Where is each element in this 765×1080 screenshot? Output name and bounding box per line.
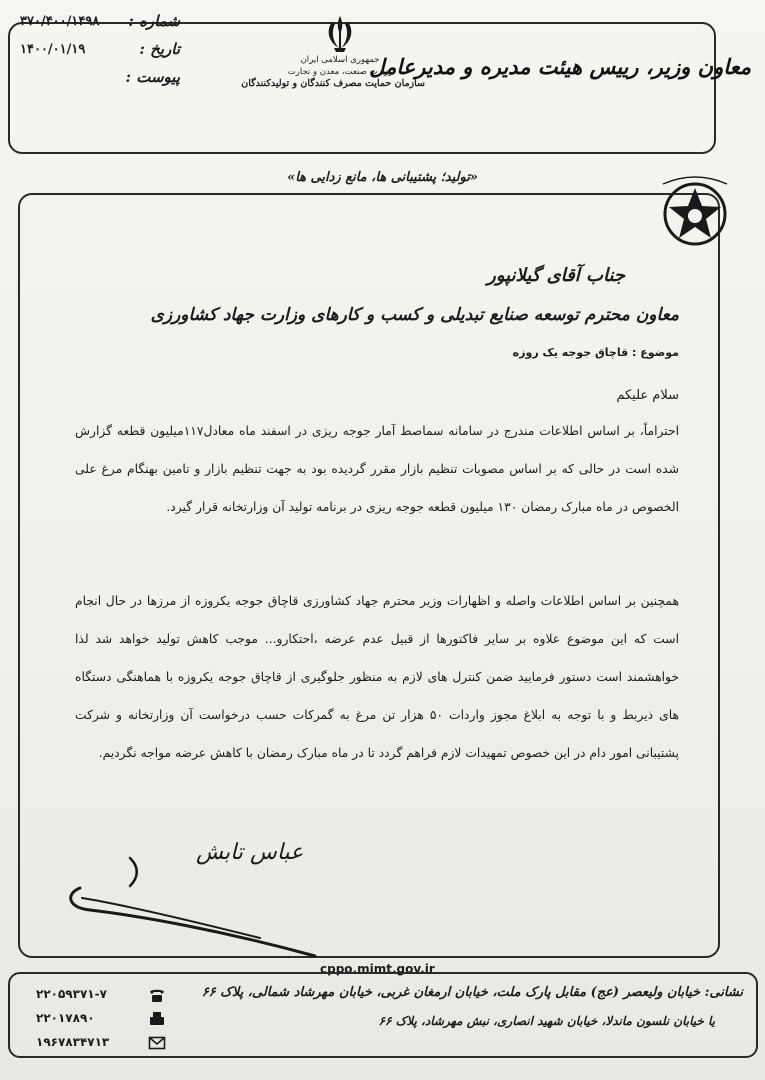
addressee-name: جناب آقای گیلانپور — [487, 265, 625, 286]
header-title: معاون وزیر، رییس هیئت مدیره و مدیرعامل — [369, 54, 751, 79]
number-row — [14, 8, 214, 36]
fax-icon — [148, 1011, 166, 1027]
paragraph-1: احتراماً، بر اساس اطلاعات مندرج در سامانه سماصط آمار جوجه ریزی در اسفند ماه معادل۱۱۷میلیون قطعه گزارش شده است در حالی که بر اساس مصوبات تنظیم بازار مقرر گردیده بود به جهت تنظیم بازار و تامین بهنگام مرغ علی الخصوص در ماه مبارک رمضان ۱۳۰ میلیون قطعه جوجه ریزی در برنامه تولید آن وزارتخانه قرار گیرد. — [75, 424, 679, 514]
date-value: ۱۴۰۰/۰۱/۱۹ — [20, 42, 86, 57]
address-line-1: نشانی: خیابان ولیعصر (عج) مقابل پارک ملت، خیابان ارمغان غربی، خیابان مهرشاد شمالی، پلاک ۶۶ — [201, 985, 743, 1000]
emblem-line-2: وزارت صنعت، معدن و تجارت — [287, 67, 393, 77]
phone-icon — [148, 987, 166, 1003]
emblem-line-1: جمهوری اسلامی ایران — [300, 55, 380, 65]
letter-greeting: سلام علیکم — [616, 388, 679, 403]
number-value: ۳۷۰/۴۰۰/۱۴۹۸ — [20, 14, 100, 29]
phone-row — [36, 985, 166, 1007]
phone-number: ۲۲۰۵۹۳۷۱-۷ — [36, 987, 107, 1001]
address-line-2: یا خیابان نلسون ماندلا، خیابان شهید انصاری، نبش مهرشاد، پلاک ۶۶ — [378, 1014, 715, 1028]
iran-emblem-icon — [322, 14, 358, 54]
postal-row — [36, 1033, 166, 1055]
emblem-block — [241, 14, 425, 124]
website: cppo.mimt.gov.ir — [320, 962, 435, 976]
addressee-title: معاون محترم توسعه صنایع تبدیلی و کسب و کارهای وزارت جهاد کشاورزی — [150, 305, 679, 325]
fax-row — [36, 1009, 166, 1031]
mail-icon — [148, 1035, 166, 1051]
postal-code: ۱۹۶۷۸۳۴۷۱۳ — [36, 1035, 110, 1049]
signature-stroke — [60, 838, 330, 958]
date-row — [14, 36, 214, 64]
attachment-row — [14, 64, 214, 92]
fax-number: ۲۲۰۱۷۸۹۰ — [36, 1011, 95, 1025]
organization-logo-icon — [649, 170, 741, 250]
slogan: «تولید؛ پشتیبانی ها، مانع زدایی ها» — [287, 170, 478, 185]
letter-subject: موضوع : قاچاق جوجه یک روزه — [512, 346, 679, 359]
number-label: شماره : — [128, 12, 180, 30]
signer-name: عباس تابش — [196, 840, 304, 865]
date-label: تاریخ : — [139, 40, 180, 58]
paragraph-2: همچنین بر اساس اطلاعات واصله و اظهارات وزیر محترم جهاد کشاورزی قاچاق جوجه یکروزه از مرزها در حال انجام است که این موضوع علاوه بر سایر فاکتورها از قبیل عدم عرضه ،احتکارو... موجب کاهش تولید خواهد شد لذا خواهشمند است دستور فرمایید ضمن کنترل های لازم به منظور جلوگیری از قاچاق جوجه یکروزه با هماهنگی دستگاه های ذیربط و با توجه به ابلاغ مجوز واردات ۵۰ هزار تن مرغ به گمرکات حسب درخواست آن وزارتخانه و شرکت پشتیبانی امور دام در این خصوص تمهیدات لازم فراهم گردد تا در ماه مبارک رمضان با کاهش عرضه مواجه نگردیم. — [75, 594, 679, 760]
attachment-label: پیوست : — [125, 68, 180, 86]
emblem-line-3: سازمان حمایت مصرف کنندگان و تولیدکنندگان — [241, 78, 425, 89]
letter-meta — [14, 8, 214, 92]
